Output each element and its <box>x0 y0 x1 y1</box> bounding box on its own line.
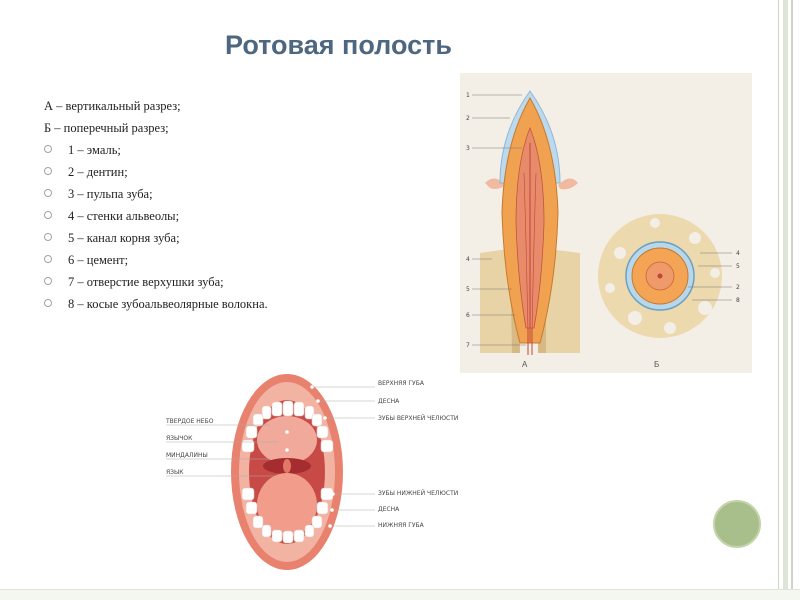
tooth-label: 5 <box>736 263 740 270</box>
bullet-icon <box>44 145 52 153</box>
mouth-label: НИЖНЯЯ ГУБА <box>378 522 424 529</box>
mouth-label: ДЕСНА <box>378 398 400 405</box>
tooth-label: 2 <box>466 115 470 122</box>
caption-b: Б <box>654 360 660 369</box>
mouth-label: ЯЗЫК <box>166 469 184 476</box>
tooth-section-figure <box>460 73 752 373</box>
mouth-label: МИНДАЛИНЫ <box>166 452 208 459</box>
slide-bottom-border <box>0 589 800 600</box>
legend-item: 5 – канал корня зуба; <box>44 230 284 252</box>
tooth-label: 4 <box>466 256 470 263</box>
legend-item: 8 – косые зубоальвеолярные волокна. <box>44 296 284 318</box>
slide-nav-circle-button[interactable] <box>713 500 761 548</box>
legend-list <box>44 142 284 318</box>
bullet-icon <box>44 233 52 241</box>
mouth-label: ЗУБЫ ВЕРХНЕЙ ЧЕЛЮСТИ <box>378 415 459 422</box>
tooth-label: 2 <box>736 284 740 291</box>
bullet-icon <box>44 277 52 285</box>
tooth-label: 7 <box>466 342 470 349</box>
slide-title: Ротовая полость <box>225 30 452 60</box>
legend-text <box>44 98 284 318</box>
bullet-icon <box>44 189 52 197</box>
bullet-icon <box>44 255 52 263</box>
legend-item: 4 – стенки альвеолы; <box>44 208 284 230</box>
tooth-label: 8 <box>736 297 740 304</box>
mouth-label: ДЕСНА <box>378 506 400 513</box>
mouth-label: ВЕРХНЯЯ ГУБА <box>378 380 424 387</box>
mouth-label: ЗУБЫ НИЖНЕЙ ЧЕЛЮСТИ <box>378 490 459 497</box>
legend-item: 7 – отверстие верхушки зуба; <box>44 274 284 296</box>
caption-a: А <box>522 360 528 369</box>
bullet-icon <box>44 299 52 307</box>
tooth-label: 5 <box>466 286 470 293</box>
legend-item: 3 – пульпа зуба; <box>44 186 284 208</box>
mouth-label: ЯЗЫЧОК <box>166 435 193 442</box>
bullet-icon <box>44 167 52 175</box>
mouth-label: ТВЕРДОЕ НЕБО <box>166 418 214 425</box>
legend-item: 2 – дентин; <box>44 164 284 186</box>
bullet-icon <box>44 211 52 219</box>
mouth-figure <box>160 370 460 580</box>
tooth-label: 6 <box>466 312 470 319</box>
legend-item: 1 – эмаль; <box>44 142 284 164</box>
tooth-label: 4 <box>736 250 740 257</box>
tooth-label: 1 <box>466 92 470 99</box>
legend-header-a: А – вертикальный разрез; <box>44 99 181 113</box>
legend-header-b: Б – поперечный разрез; <box>44 121 169 135</box>
tooth-label: 3 <box>466 145 470 152</box>
legend-item: 6 – цемент; <box>44 252 284 274</box>
